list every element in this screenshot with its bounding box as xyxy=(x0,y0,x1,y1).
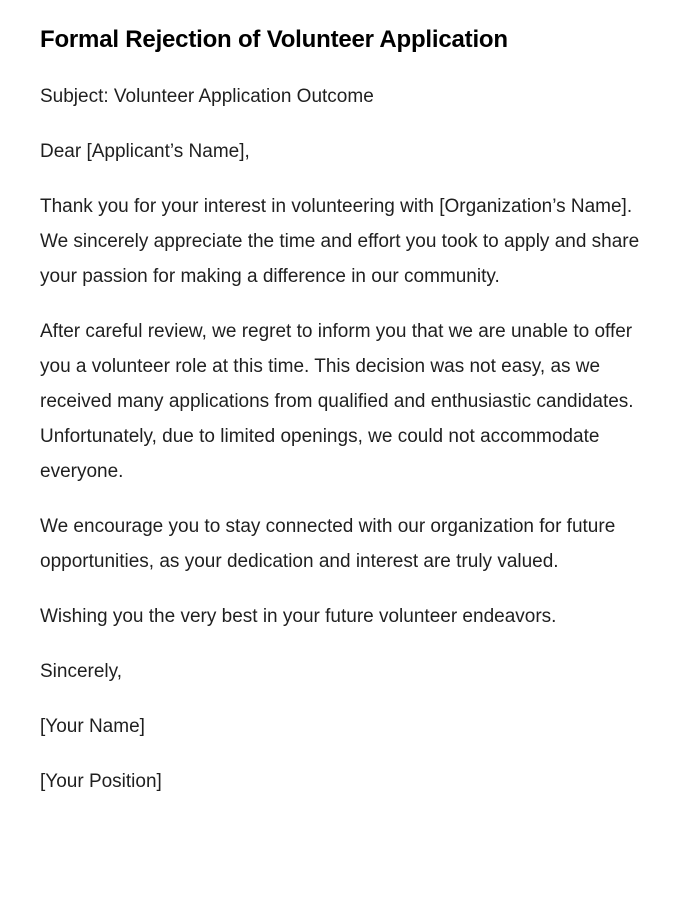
paragraph-rejection: After careful review, we regret to inform you that we are unable to offer you a volunteer role at this time. This decision was not easy, as we received many applications from qualified and enthusiastic candidates. Unfortunately, due to limited openings, we could not accommodate everyone. xyxy=(40,320,634,482)
signature-position-placeholder: [Your Position] xyxy=(40,770,162,792)
signature-name-placeholder: [Your Name] xyxy=(40,715,145,737)
subject-line: Subject: Volunteer Application Outcome xyxy=(40,85,374,107)
paragraph-well-wishes: Wishing you the very best in your future volunteer endeavors. xyxy=(40,605,557,627)
paragraph-encouragement: We encourage you to stay connected with our organization for future opportunities, as your dedication and interest are truly valued. xyxy=(40,515,616,572)
salutation-line: Dear [Applicant’s Name], xyxy=(40,140,250,162)
paragraph-thank-you: Thank you for your interest in volunteering with [Organization’s Name]. We sincerely appreciate the time and effort you took to apply and share your passion for making a difference in our community. xyxy=(40,195,640,287)
document-title: Formal Rejection of Volunteer Application xyxy=(40,26,508,53)
valediction-line: Sincerely, xyxy=(40,660,123,682)
